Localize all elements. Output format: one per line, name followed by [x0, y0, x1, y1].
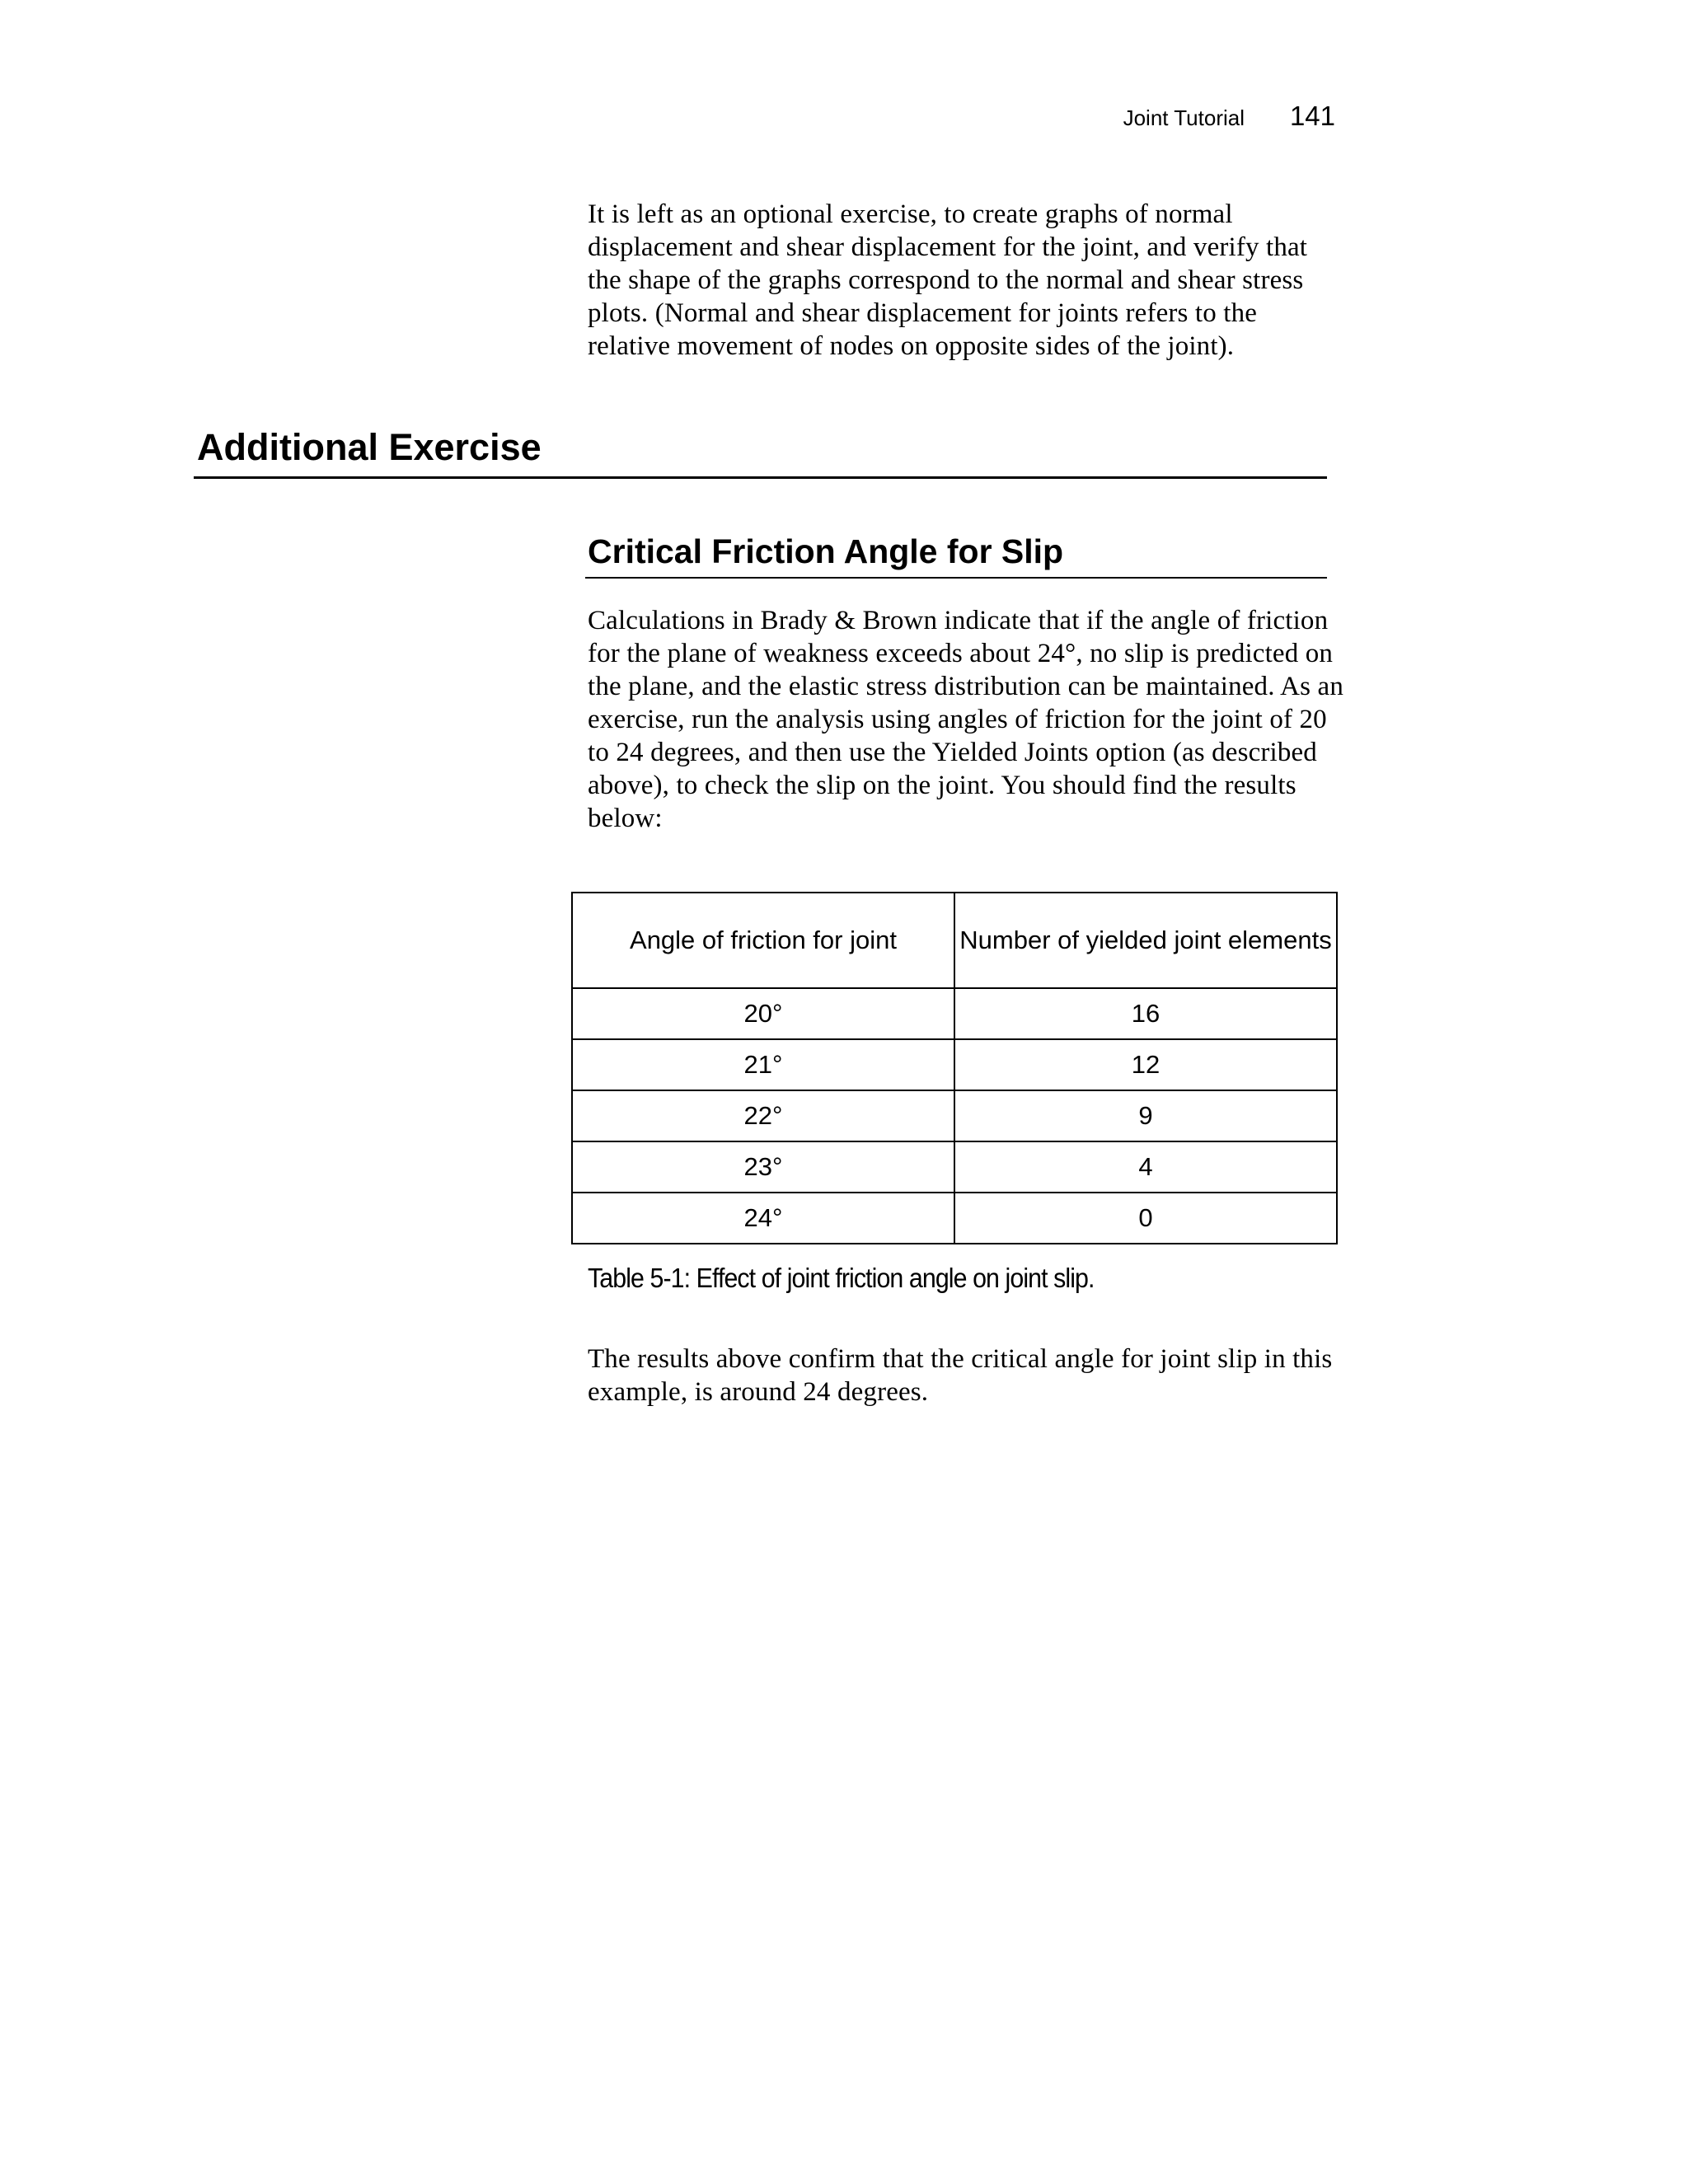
table-cell-angle: 23°: [572, 1141, 954, 1193]
page-number: 141: [1289, 101, 1335, 131]
table-row: [572, 1141, 1337, 1193]
subsection-heading-block: [585, 527, 1327, 579]
table-cell-angle: 24°: [572, 1193, 954, 1244]
results-table: [571, 892, 1338, 1244]
table-cell-yielded: 9: [954, 1090, 1337, 1141]
table-row: [572, 1193, 1337, 1244]
table-header-yielded: Number of yielded joint elements: [954, 893, 1337, 988]
section-heading: Additional Exercise: [197, 426, 542, 468]
table-cell-angle: 20°: [572, 988, 954, 1039]
table-cell-yielded: 16: [954, 988, 1337, 1039]
table-header-row: [572, 893, 1337, 988]
table-row: [572, 988, 1337, 1039]
table-caption: Table 5-1: Effect of joint friction angle on joint slip.: [588, 1263, 1095, 1293]
running-header: [1071, 101, 1335, 134]
table-cell-yielded: 12: [954, 1039, 1337, 1090]
running-header-title: Joint Tutorial: [1123, 105, 1245, 130]
subsection-paragraph: Calculations in Brady & Brown indicate that if the angle of friction for the plane of weakness exceeds about 24°, no slip is predicted on the plane, and the elastic stress distribution can be maintained. As an exercise, run the analysis using angles of friction for the joint of 20 to 24 degrees, and then use the Yielded Joints option (as described above), to check the slip on the joint. You should find the results below:: [588, 606, 1343, 833]
closing-paragraph: The results above confirm that the critical angle for joint slip in this example, is around 24 degrees.: [588, 1344, 1333, 1407]
section-heading-block: [194, 419, 1327, 479]
table-row: [572, 1090, 1337, 1141]
table-row: [572, 1039, 1337, 1090]
table-cell-yielded: 4: [954, 1141, 1337, 1193]
table-cell-angle: 21°: [572, 1039, 954, 1090]
table-cell-yielded: 0: [954, 1193, 1337, 1244]
table-cell-angle: 22°: [572, 1090, 954, 1141]
intro-paragraph: It is left as an optional exercise, to create graphs of normal displacement and shear displacement for the joint, and verify that the shape of the graphs correspond to the normal and shear stress plots. (Normal and shear displacement for joints refers to the relative movement of nodes on opposite sides of the joint).: [588, 199, 1308, 361]
table-header-angle: Angle of friction for joint: [572, 893, 954, 988]
subsection-heading: Critical Friction Angle for Slip: [588, 532, 1064, 570]
